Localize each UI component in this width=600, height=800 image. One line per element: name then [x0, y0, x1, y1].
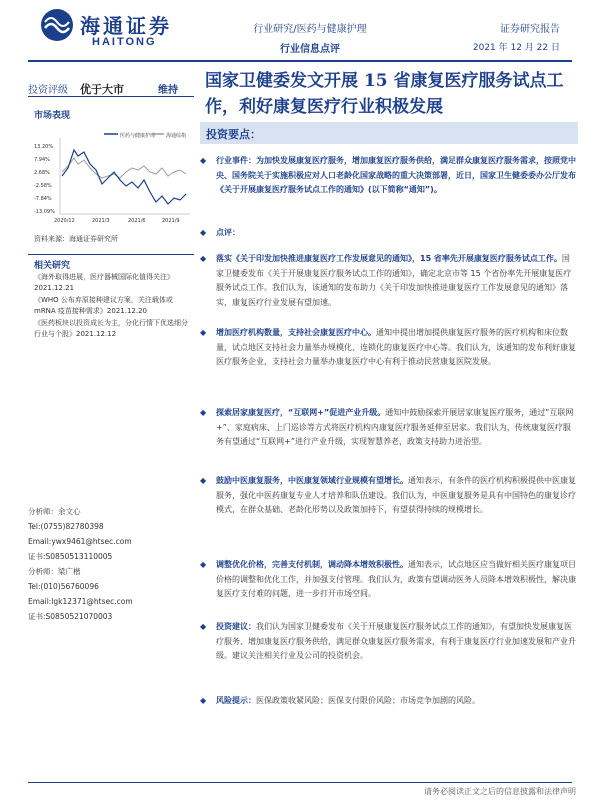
bullet-diamond-icon: ◆	[200, 328, 207, 337]
bullet-text: 通知表示，试点地区应当做好相关医疗康复项目价格的调整和优化工作，并加强支付管理。我们认为，政策有望调动医务人员降本增效积极性，解决康复医疗支付难的问题，进一步打开市场空间。	[216, 560, 576, 598]
bullet-diamond-icon: ◆	[200, 228, 207, 237]
chart-source: 资料来源：海通证券研究所	[34, 235, 118, 243]
y-tick: 13.20%	[34, 144, 54, 150]
report-series: 证券研究报告	[500, 24, 560, 35]
page-title: 国家卫健委发文开展 15 省康复医疗服务试点工作，利好康复医疗行业积极发展	[205, 71, 564, 117]
analyst-name: 分析师：梁广楷	[28, 567, 81, 576]
legend-industry: 医药与健康护理	[120, 133, 156, 139]
analyst-tel: Tel:(0755)82780398	[28, 522, 104, 531]
bullet-diamond-icon: ◆	[200, 696, 207, 705]
rating-status: 维持	[158, 85, 178, 96]
bullet-bold: 增加医疗机构数量，支持社会康复医疗中心。	[216, 328, 376, 337]
bullet-text: 我们认为国家卫健委发布《关于开展康复医疗服务试点工作的通知》，有望加快发展康复医疗服务、增加康复医疗服务供给，满足群众康复医疗服务需求，有利于康复医疗行业加速发展和产业升级。建议关注相关行业及公司的投资机会。	[216, 622, 576, 660]
analyst-cert: 证书:S0850513110005	[28, 552, 113, 561]
index-series-line	[62, 158, 186, 178]
disclaimer-footer: 请务必阅读正文之后的信息披露和法律声明	[424, 787, 576, 796]
bullet-item	[200, 252, 576, 310]
bullet-bold: 鼓励中医康复服务，中医康复领域行业规模有望增长。	[216, 476, 408, 485]
bullet-text: 医保政策收紧风险；医保支付限价风险；市场竞争加剧的风险。	[256, 696, 480, 705]
report-type: 行业信息点评	[280, 44, 340, 55]
y-tick: 2.68%	[34, 170, 50, 176]
rating-label: 投资评级	[28, 85, 68, 96]
x-tick: 2020/12	[54, 218, 75, 224]
bullet-item	[200, 474, 576, 518]
related-item[interactable]: 《医药板块以投资成长为主，分化行情下优选细分行业与个股》2021.12.12	[34, 319, 188, 338]
analyst-email[interactable]: Email:lgk12371@htsec.com	[28, 597, 133, 606]
analyst-tel: Tel:(010)56760096	[28, 582, 99, 591]
footer-divider	[28, 782, 572, 783]
bullet-text: 通知中提出增加提供康复医疗服务的医疗机构和床位数量，试点地区支持社会力量举办规模化、连锁化的康复医疗中心等。我们认为，该通知的发布利好康复医疗服务企业，支持社会力量举办康复医疗中心有利于推动民营康复医院发展。	[216, 328, 576, 366]
logo-text-cn: 海通证券	[80, 14, 172, 38]
analyst-cert: 证书:S0850521070003	[28, 612, 113, 621]
report-date: 2021 年 12 月 22 日	[472, 43, 560, 53]
bullet-bold: 落实《关于印发加快推进康复医疗工作发展意见的通知》，15 省率先开展康复医疗服务试点工作。	[216, 254, 562, 263]
key-points-label: 投资要点：	[206, 128, 261, 141]
haitong-logo-icon	[40, 8, 74, 42]
investment-rating	[28, 80, 194, 97]
logo-text-en: HAITONG	[92, 36, 157, 48]
y-tick: 7.94%	[34, 157, 50, 163]
x-tick: 2021/3	[92, 218, 110, 224]
market-section-label: 市场表现	[34, 111, 71, 121]
market-performance-chart	[34, 128, 194, 226]
y-tick: -7.84%	[34, 196, 52, 202]
x-tick: 2021/9	[162, 218, 180, 224]
bullet-bold: 探索居家康复医疗，“互联网+”促进产业升级。	[216, 408, 386, 417]
bullet-bold: 风险提示：	[216, 696, 256, 705]
bullet-item	[200, 226, 576, 241]
y-tick: -13.09%	[34, 209, 55, 215]
related-section-label: 相关研究	[34, 261, 71, 271]
related-item[interactable]: 《WHO 公布弃原接种建议方案，关注载体或 mRNA 疫苗接种需求》2021.12.20	[34, 296, 173, 315]
y-tick: -2.58%	[34, 183, 52, 189]
bullet-item	[200, 694, 576, 709]
bullet-text: 国家卫健委发布《关于开展康复医疗服务试点工作的通知》，确定北京市等 15 个省份率先开展康复医疗服务试点工作。我们认为，该通知的发布助力《关于印发加快推进康复医疗工作发展意见的通知》落实，康复医疗行业发展有望加速。	[216, 254, 572, 307]
bullet-diamond-icon: ◆	[200, 622, 207, 631]
industry-series-line	[62, 150, 186, 204]
report-category: 行业研究/医药与健康护理	[253, 24, 367, 35]
rating-value: 优于大市	[80, 83, 124, 96]
bullet-bold: 调整优化价格，完善支付机制，调动降本增效积极性。	[216, 560, 408, 569]
bullet-bold: 点评：	[216, 228, 240, 237]
bullet-item	[200, 326, 576, 370]
section-divider	[28, 254, 194, 255]
bullet-bold: 行业事件：为加快发展康复医疗服务，增加康复医疗服务供给，满足群众康复医疗服务需求，按照党中央、国务院关于实施积极应对人口老龄化国家战略的重大决策部署，近日，国家卫生健委委办公厅发布《关于开展康复医疗服务试点工作的通知》(以下简称“通知”)。	[216, 156, 576, 194]
analyst-email[interactable]: Email:ywx9461@htsec.com	[28, 537, 132, 546]
bullet-diamond-icon: ◆	[200, 408, 207, 417]
legend-index: 海通综指	[166, 133, 187, 139]
bullet-item	[200, 406, 576, 450]
bullet-diamond-icon: ◆	[200, 156, 207, 165]
x-tick: 2021/6	[128, 218, 146, 224]
analyst-contacts	[28, 504, 194, 624]
analyst-name: 分析师：余文心	[28, 507, 81, 516]
related-research-list	[34, 272, 194, 341]
bullet-diamond-icon: ◆	[200, 254, 207, 263]
bullet-diamond-icon: ◆	[200, 476, 207, 485]
bullet-text: 通知中鼓励探索开展居家康复医疗服务，通过“互联网+”、家庭病床、上门巡诊等方式将医疗机构内康复医疗服务延伸至居家。我们认为，传统康复医疗服务有望通过“互联网+”进行产业升级，实现智慧养老，政策支持助力进治型。	[216, 408, 574, 446]
bullet-text: 通知表示，有条件的医疗机构积极提供中医康复服务，强化中医药康复专业人才培养和队伍建设。我们认为，中医康复服务是具有中国特色的康复诊疗模式，在群众基础、老龄化形势以及政策加持下，有望获得持续的规模增长。	[216, 476, 576, 514]
bullet-diamond-icon: ◆	[200, 560, 207, 569]
bullet-item	[200, 620, 576, 664]
x-tick-labels	[54, 218, 180, 224]
related-item[interactable]: 《海外取得进展，医疗器械国际化值得关注》2021.12.21	[34, 273, 174, 292]
bullet-bold: 投资建议：	[216, 622, 256, 631]
bullet-item	[200, 558, 576, 602]
y-tick-labels	[34, 144, 55, 215]
header-divider	[28, 60, 572, 62]
bullet-item	[200, 154, 576, 198]
